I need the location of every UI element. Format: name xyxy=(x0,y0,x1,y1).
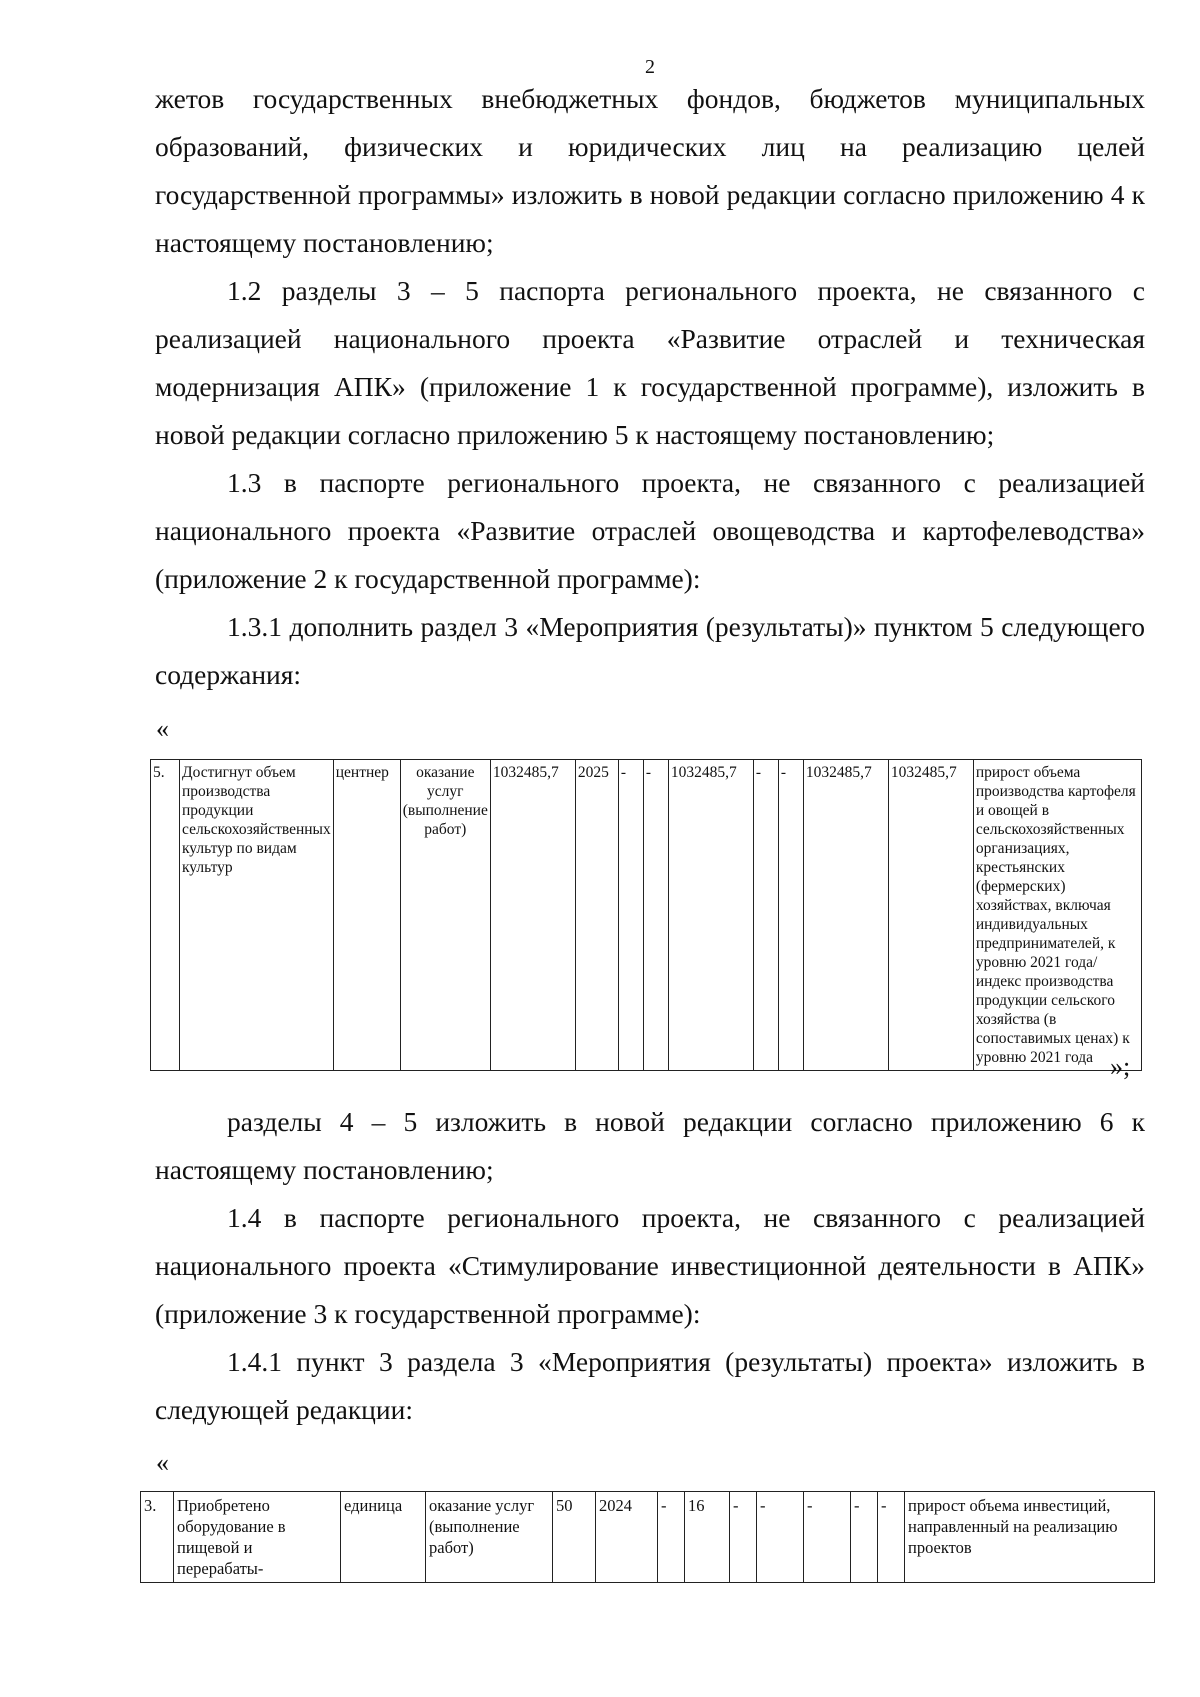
cell-value: - xyxy=(643,760,668,1071)
table-row xyxy=(151,760,1142,1071)
cell-value: - xyxy=(618,760,643,1071)
cell-characteristic: прирост объема инвестиций, направленный на реализацию проектов xyxy=(905,1492,1155,1583)
cell-number: 5. xyxy=(151,760,180,1071)
cell-value: 1032485,7 xyxy=(803,760,888,1071)
cell-value: - xyxy=(778,760,803,1071)
cell-unit: единица xyxy=(341,1492,426,1583)
cell-value: - xyxy=(878,1492,905,1583)
cell-number: 3. xyxy=(141,1492,174,1583)
quote-open-2: « xyxy=(156,1448,169,1477)
page-number: 2 xyxy=(645,56,655,78)
cell-value: - xyxy=(804,1492,851,1583)
cell-characteristic: прирост объема производства картофеля и овощей в сельскохозяйственных организациях, крестьянских (фермерских) хозяйствах, включая индивидуальных предпринимателей, к уровню 2021 года/индекс производства продукции сельского хозяйства (в сопоставимых ценах) к уровню 2021 года xyxy=(973,760,1141,1071)
cell-value: 1032485,7 xyxy=(888,760,973,1071)
body-text-top xyxy=(155,75,1145,699)
cell-value: - xyxy=(757,1492,804,1583)
cell-year: 2024 xyxy=(596,1492,658,1583)
cell-value: 16 xyxy=(685,1492,730,1583)
paragraph-1-3-1: 1.3.1 дополнить раздел 3 «Мероприятия (результаты)» пунктом 5 следующего содержания: xyxy=(155,611,1145,690)
cell-type: оказание услуг (выполнение работ) xyxy=(400,760,490,1071)
cell-year: 2025 xyxy=(575,760,618,1071)
paragraph-1-4-1: 1.4.1 пункт 3 раздела 3 «Мероприятия (результаты) проекта» изложить в следующей редакции: xyxy=(155,1346,1145,1425)
cell-base-value: 1032485,7 xyxy=(490,760,575,1071)
paragraph-1-4: 1.4 в паспорте регионального проекта, не связанного с реализацией национального проекта «Стимулирование инвестиционной деятельности в АПК» (приложение 3 к государственной программе): xyxy=(155,1202,1145,1329)
paragraph-continuation: жетов государственных внебюджетных фондов, бюджетов муниципальных образований, физических и юридических лиц на реализацию целей государственной программы» изложить в новой редакции согласно приложению 4 к настоящему постановлению; xyxy=(155,83,1145,258)
paragraph-1-3: 1.3 в паспорте регионального проекта, не связанного с реализацией национального проекта «Развитие отраслей овощеводства и картофелеводства» (приложение 2 к государственной программе): xyxy=(155,467,1145,594)
cell-result-name: Достигнут объем производства продукции сельскохозяйственных культур по видам культур xyxy=(180,760,334,1071)
paragraph-sections-4-5: разделы 4 – 5 изложить в новой редакции согласно приложению 6 к настоящему постановлению; xyxy=(155,1106,1145,1185)
cell-value: - xyxy=(658,1492,685,1583)
cell-base-value: 50 xyxy=(553,1492,596,1583)
cell-result-name: Приобретено оборудование в пищевой и перерабаты- xyxy=(174,1492,341,1583)
quote-close-1: »; xyxy=(1110,1052,1131,1081)
body-text-bottom xyxy=(155,1098,1145,1434)
cell-value: - xyxy=(753,760,778,1071)
cell-value: - xyxy=(851,1492,878,1583)
cell-value: 1032485,7 xyxy=(668,760,753,1071)
cell-type: оказание услуг (выполнение работ) xyxy=(426,1492,553,1583)
table-result-3 xyxy=(140,1491,1155,1583)
table-row xyxy=(141,1492,1155,1583)
paragraph-1-2: 1.2 разделы 3 – 5 паспорта регионального проекта, не связанного с реализацией национального проекта «Развитие отраслей и техническая модернизация АПК» (приложение 1 к государственной программе), изложить в новой редакции согласно приложению 5 к настоящему постановлению; xyxy=(155,275,1145,450)
cell-value: - xyxy=(730,1492,757,1583)
cell-unit: центнер xyxy=(333,760,400,1071)
table-result-5 xyxy=(150,759,1142,1071)
quote-open-1: « xyxy=(156,714,169,743)
